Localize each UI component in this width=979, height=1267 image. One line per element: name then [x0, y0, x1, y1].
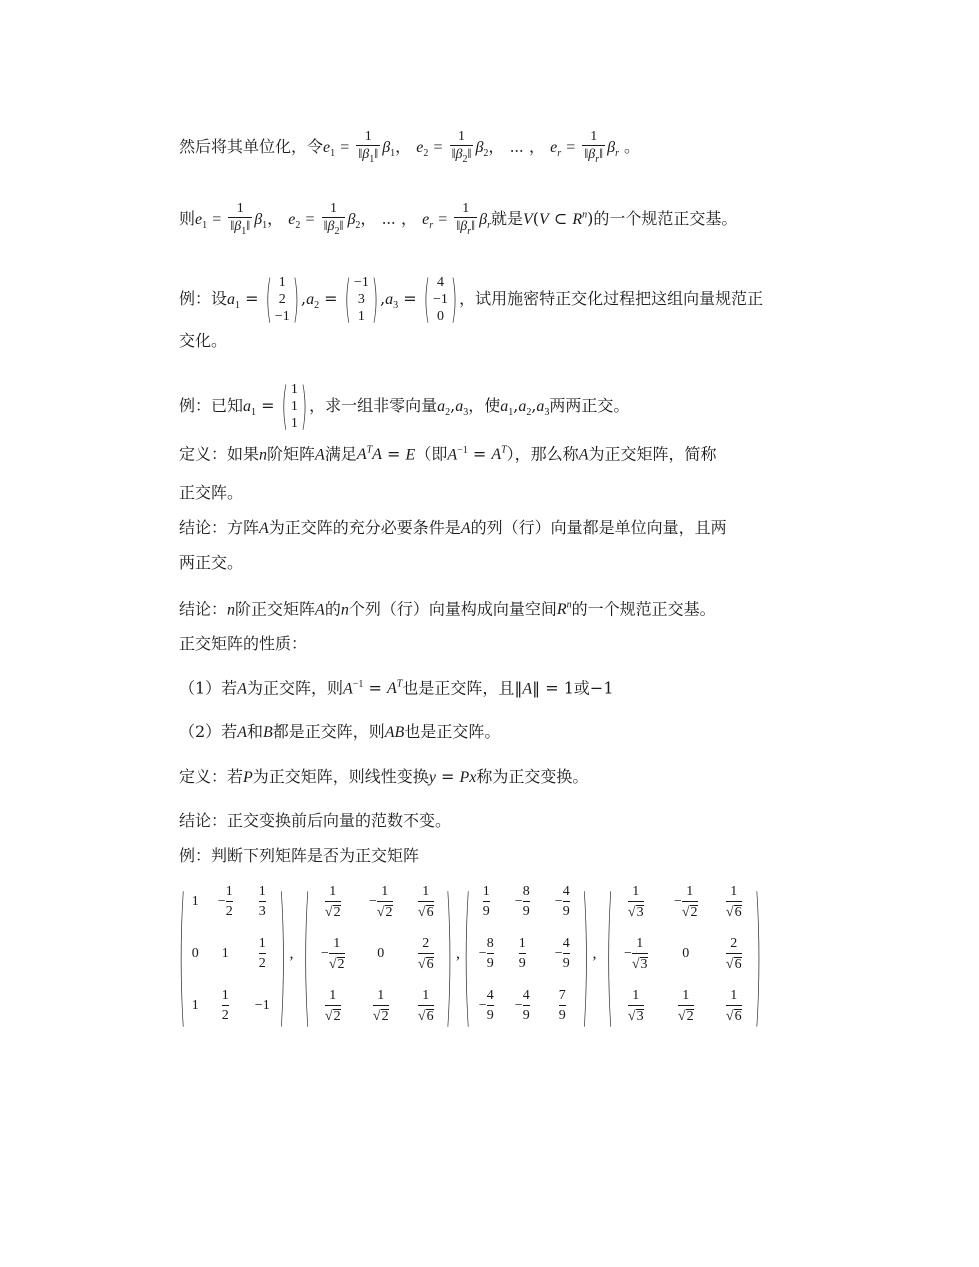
definition-orthogonal-transform: 定义：若P为正交矩阵，则线性变换y = Px称为正交变换。: [179, 767, 589, 786]
text-line: 两正交。: [179, 553, 244, 572]
example-vectors-line: 例：设$a_1$ = ( 1 2 −1 ) $,a_2$ = ( −1 3 1 ) $,a_3$ = ( 4 −1 0 ) ，试用施密特正交化过程把这组向量规范正: [179, 267, 764, 329]
property-1: （1）若A为正交阵，则$A^{-1} = A^T$也是正交阵，且‖A‖ = 1或−1: [179, 678, 614, 698]
normalization-line: 然后将其单位化，令$e_1$ = $\frac{1}{‖\beta_1‖}$ $\beta_1$， $e_2$ = $\frac{1}{‖\beta_2‖}$ $\beta_2$， ⋯ ， $e_r$ = $\frac{1}{‖\beta_r‖}$ $\beta_r$ 。: [179, 129, 641, 165]
orthonormal-basis-line: 则$e_1$ = $\frac{1}{‖\beta_1‖}$ $\beta_1$， $e_2$ = $\frac{1}{‖\beta_2‖}$ $\beta_2$， ⋯ ， $e_r$ = $\frac{1}{‖\beta_r‖}$ $\beta_r$就是V(V ⊂ $R^n$)的一个规范正交基。: [179, 201, 738, 237]
matrix-4: ( 1 √3 − 1 √2 1 √6 − 1 √3 0 2 √6 1 √3 1 √2 1 √6 ): [606, 863, 761, 1045]
definition-orthogonal-matrix: 定义：如果n阶矩阵A满足$A^TA = E$（即$A^{-1} = A^T$），那么称A为正交矩阵，简称: [179, 444, 717, 464]
matrix-3: ( 1 9 − 8 9 − 4 9 − 8 9 1 9 − 4 9 − 4 9 − 4 9 7 9 ): [464, 863, 589, 1045]
conclusion-line: 结论：n阶正交矩阵A的n个列（行）向量构成向量空间$R^n$的一个规范正交基。: [179, 599, 716, 619]
text-line: 交化。: [179, 331, 228, 350]
example-line: 例：判断下列矩阵是否为正交矩阵: [179, 846, 420, 865]
matrix-2: ( 1 √2 − 1 √2 1 √6 − 1 √2 0 2 √6 1 √2 1 √2 1 √6 ): [303, 863, 452, 1045]
property-2: （2）若A和B都是正交阵，则AB也是正交阵。: [179, 722, 501, 741]
matrix-1: ( 1 − 1 2 1 3 0 1 1 2 1 1 2 −1 ): [179, 863, 286, 1045]
example-matrices: ( 1 − 1 2 1 3 0 1 1 2 1 1 2 −1 ) , ( 1 √2 − 1 √2 1 √6 − 1 √2 0 2 √6 1 √2 1 √2 1 √6 ) , ( 1 9 − 8 9 − 4 9 − 8 9 1 9 − 4 9 − 4 9 − 4 9 7 9 ) , ( 1 √3 − 1 √2 1 √6 − 1 √3 0 2 √6 1 √3 1 √2 1 √6 ): [179, 863, 761, 1045]
example-known-vector-line: 例：已知$a_1$ = ( 1 1 1 ) ，求一组非零向量$a_2,a_3$，使$a_1,a_2,a_3$两两正交。: [179, 374, 630, 436]
conclusion-line: 结论：正交变换前后向量的范数不变。: [179, 811, 452, 830]
section-heading: 正交矩阵的性质：: [179, 634, 308, 653]
text-line: 正交阵。: [179, 483, 244, 502]
conclusion-line: 结论：方阵A为正交阵的充分必要条件是A的列（行）向量都是单位向量，且两: [179, 518, 727, 537]
